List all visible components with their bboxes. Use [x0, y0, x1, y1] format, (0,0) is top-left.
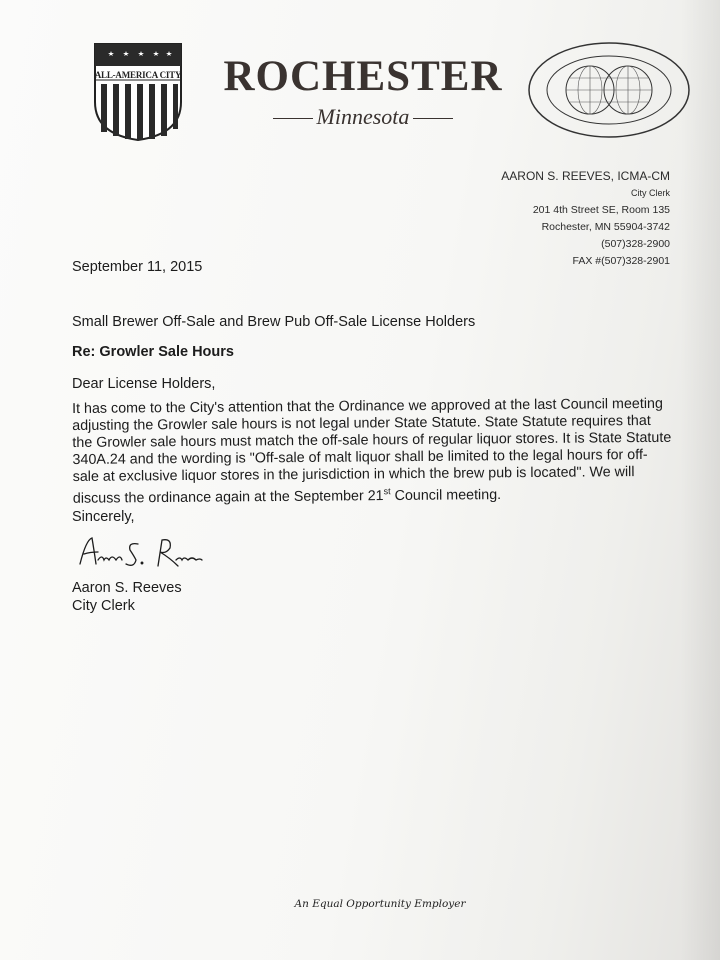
state-name-text: Minnesota [316, 104, 410, 129]
letter-subject: Re: Growler Sale Hours [72, 344, 234, 360]
sender-address-line-2: Rochester, MN 55904-3742 [541, 221, 670, 233]
letter-closing: Sincerely, [72, 509, 135, 525]
letter-body-paragraph [72, 396, 673, 508]
all-america-city-logo [93, 42, 183, 142]
signer-title: City Clerk [72, 598, 135, 614]
sender-address-line-1: 201 4th Street SE, Room 135 [532, 204, 670, 216]
all-america-city-label: ALL-AMERICA CITY [94, 70, 182, 80]
letter-greeting: Dear License Holders, [72, 376, 216, 392]
body-text-part-2: Council meeting. [390, 487, 502, 504]
handwritten-signature [76, 530, 206, 580]
sender-title: City Clerk [630, 188, 670, 198]
letter-recipients: Small Brewer Off-Sale and Brew Pub Off-Sale License Holders [72, 314, 476, 330]
sender-phone: (507)328-2900 [601, 238, 670, 250]
city-name-wordmark: ROCHESTER [223, 53, 503, 100]
body-superscript: st [383, 486, 391, 497]
sender-name: AARON S. REEVES, ICMA-CM [501, 169, 670, 183]
footer-tagline: An Equal Opportunity Employer [294, 898, 466, 910]
sender-fax: FAX #(507)328-2901 [572, 255, 670, 267]
letter-date: September 11, 2015 [72, 259, 203, 275]
state-name-wordmark [218, 104, 508, 130]
body-text-part-1: It has come to the City's attention that the Ordinance we approved at the last Council meeting adjusting the Growler sale hours is not legal under State Statute. State Statute requires that the Growler sale hours must match the off-sale hours of regular liquor stores. It is State Statute 340A.24 and the wording is "Off-sale of malt liquor shall be limited to the legal hours for off-sale at exclusive liquor stores in the jurisdiction in which the brew pub is located". We will discuss the ordinance again at the September 21 [72, 395, 672, 507]
city-seal-logo [526, 40, 692, 140]
page-edge-shadow [680, 0, 720, 960]
sender-address-block [450, 168, 670, 270]
signer-name: Aaron S. Reeves [72, 580, 182, 596]
